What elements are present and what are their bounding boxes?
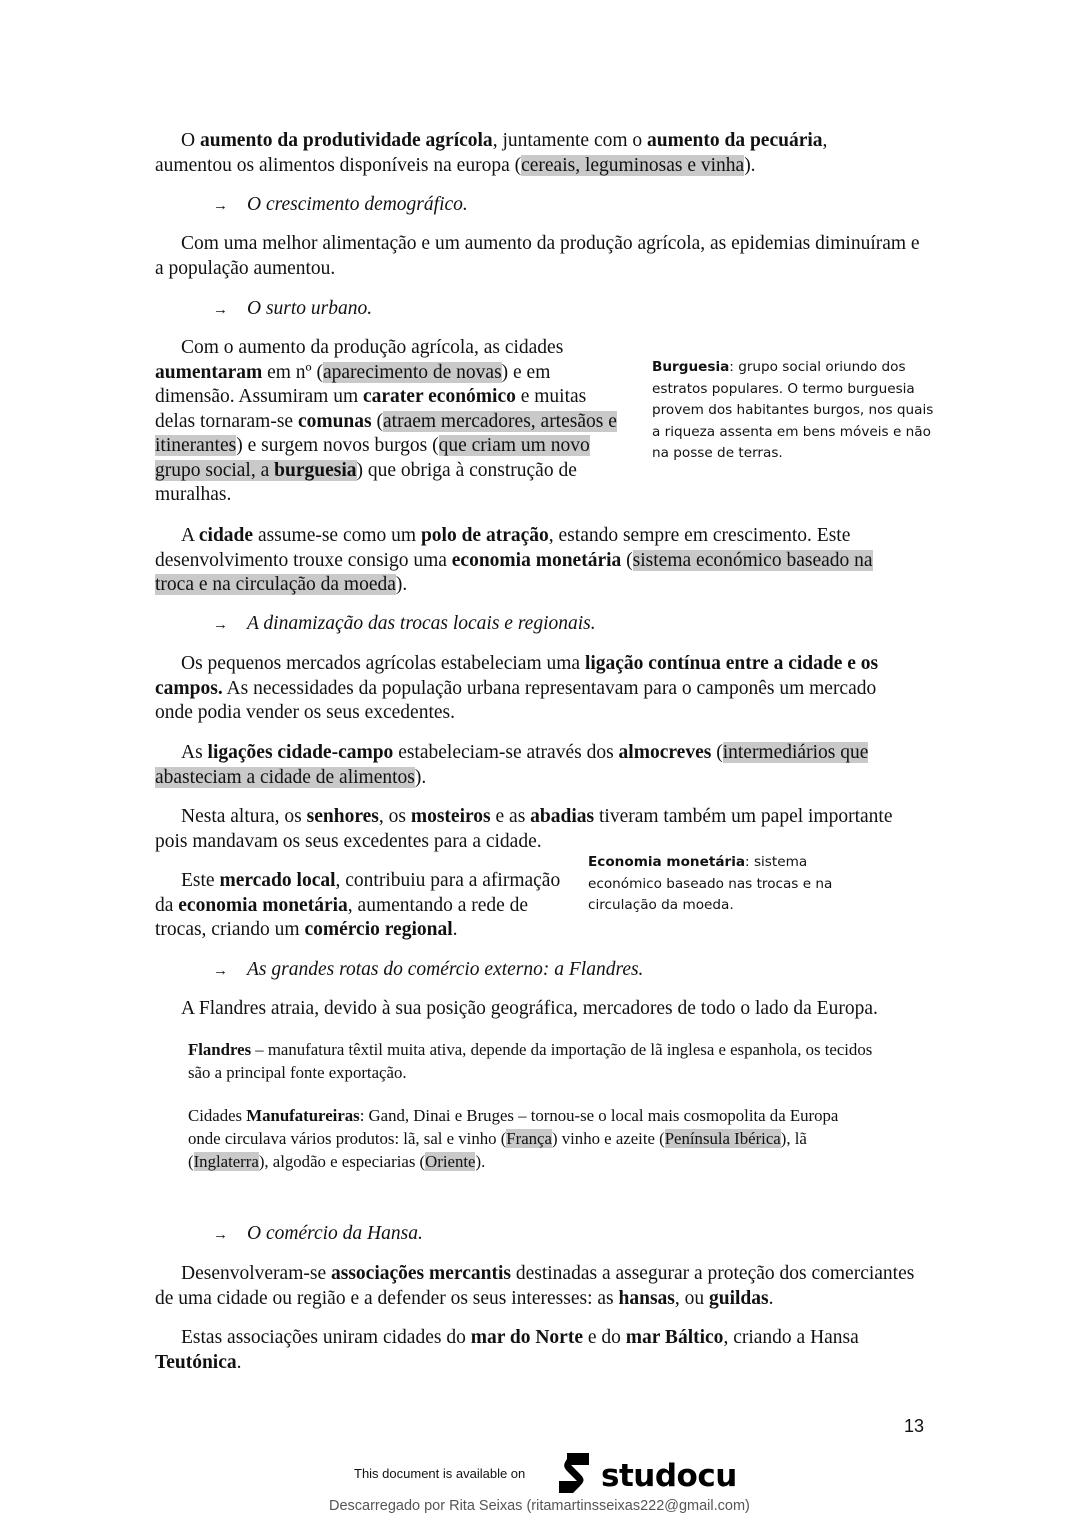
text: ) e em dimensão. Assumiram um: [155, 361, 551, 407]
section-heading-flandres: [213, 958, 643, 983]
section-heading-crescimento: [213, 193, 468, 218]
text: As: [181, 742, 208, 763]
text: assume-se como um: [253, 525, 421, 546]
text: , aumentou os alimentos disponíveis na europa (: [155, 130, 828, 176]
paragraph-alimentacao: Com uma melhor alimentação e um aumento da produção agrícola, as epidemias diminuíram e a população aumentou.: [155, 233, 920, 279]
paragraph-flandres-atraia: A Flandres atraia, devido à sua posição geográfica, mercadores de todo o lado da Europa.: [181, 998, 878, 1019]
sidebar-note-burguesia: [652, 357, 937, 465]
note-text: : grupo social oriundo dos estratos populares. O termo burguesia provem dos habitantes burgos, nos quais a riqueza assenta em bens móveis e não na posse de terras.: [652, 359, 934, 462]
text: Este: [181, 870, 220, 891]
text: , os: [378, 806, 411, 827]
highlighted-bold-term: burguesia: [274, 459, 357, 481]
bold-term: economia monetária: [451, 549, 622, 571]
highlighted-text: intermediários que abasteciam a cidade de alimentos: [155, 742, 869, 788]
bold-term: abadias: [530, 806, 595, 827]
bold-term: polo de atração: [420, 525, 549, 546]
text: e as: [490, 806, 531, 827]
note-text: : sistema económico baseado nas trocas e na circulação da moeda.: [588, 854, 833, 914]
bold-term: economia monetária: [178, 894, 348, 916]
highlighted-text: Oriente: [425, 1152, 476, 1171]
highlighted-text: sistema económico baseado na troca e na circulação da moeda: [155, 549, 873, 595]
text: tiveram também um papel importante pois mandavam os seus excedentes para a cidade.: [155, 806, 893, 852]
bold-term: ligações cidade-campo: [207, 742, 394, 763]
text: estabeleciam-se através dos: [393, 742, 619, 763]
highlighted-text: Inglaterra: [193, 1152, 259, 1171]
text: , aumentando a rede de trocas, criando um: [155, 894, 529, 940]
info-flandres: [188, 1038, 888, 1084]
highlighted-text: Península Ibérica: [664, 1129, 781, 1148]
highlighted-text: atraem mercadores, artesãos e itinerantes: [155, 410, 617, 456]
paragraph-polo-atracao: [155, 524, 900, 598]
paragraph-almocreves: [155, 741, 900, 790]
heading-text: O comércio da Hansa.: [247, 1223, 423, 1244]
text: Cidades: [188, 1106, 247, 1125]
highlighted-text: cereais, leguminosas e vinha: [521, 154, 745, 176]
text: ), algodão e especiarias (: [258, 1152, 426, 1171]
studocu-s-icon: [553, 1451, 595, 1500]
text: , estando sempre em crescimento. Este desenvolvimento trouxe consigo uma: [155, 525, 851, 571]
bold-term: aumentaram: [155, 361, 263, 383]
text: destinadas a assegurar a proteção dos comerciantes de uma cidade ou região e a defender os seus interesses: as: [155, 1263, 915, 1309]
text: , ou: [674, 1287, 709, 1309]
bold-term: carater económico: [363, 386, 516, 407]
text: , contribuiu para a afirmação da: [155, 870, 561, 916]
text: Com o aumento da produção agrícola, as cidades: [181, 337, 564, 358]
note-term: Burguesia: [652, 359, 730, 375]
bold-term: hansas: [618, 1287, 675, 1309]
text: Os pequenos mercados agrícolas estabeleciam uma: [181, 653, 585, 674]
text: As necessidades da população urbana representavam para o camponês um mercado onde podia vender os seus excedentes.: [155, 677, 877, 723]
bold-term: cidade: [198, 525, 254, 546]
footer-downloaded-by: Descarregado por Rita Seixas (ritamartinsseixas222@gmail.com): [329, 1498, 750, 1514]
paragraph-senhores: [155, 805, 925, 854]
text: ) que obriga à construção de muralhas.: [155, 459, 577, 505]
section-heading-dinamizacao: [213, 612, 596, 637]
bold-term: comércio regional: [304, 919, 453, 940]
paragraph-hansa-teutonica: [155, 1326, 900, 1375]
note-term: Economia monetária: [588, 854, 746, 870]
text: , criando a Hansa: [723, 1327, 859, 1348]
heading-text: As grandes rotas do comércio externo: a Flandres.: [247, 959, 644, 980]
text: : Gand, Dinai e Bruges – tornou-se o local mais cosmopolita da Europa onde circulava vários produtos: lã, sal e vinho (: [188, 1106, 839, 1148]
text: ).: [475, 1152, 486, 1171]
arrow-right-icon: →: [213, 617, 228, 633]
arrow-right-icon: →: [213, 1227, 228, 1243]
bold-term: Flandres: [188, 1040, 252, 1059]
highlighted-text: que criam um novo grupo social, a: [155, 435, 590, 481]
heading-text: A dinamização das trocas locais e regionais.: [247, 613, 596, 634]
heading-text: O surto urbano.: [247, 298, 373, 319]
text: ), lã (: [188, 1129, 807, 1171]
studocu-wordmark: studocu: [601, 1457, 737, 1494]
info-cidades-manufatureiras: [188, 1104, 848, 1173]
page-number: 13: [904, 1416, 925, 1436]
text: ).: [744, 154, 756, 176]
bold-term: mar Báltico: [625, 1327, 724, 1348]
sidebar-note-economia-monetaria: [588, 852, 873, 917]
studocu-logo[interactable]: [553, 1451, 737, 1500]
text: Estas associações uniram cidades do: [181, 1327, 471, 1348]
footer-available-text: This document is available on: [354, 1466, 526, 1481]
text: .: [236, 1351, 242, 1373]
text: .: [768, 1287, 774, 1309]
bold-term: almocreves: [618, 742, 712, 763]
text: (: [371, 410, 383, 432]
text: ).: [414, 766, 427, 788]
arrow-right-icon: →: [213, 198, 228, 214]
text: Desenvolveram-se: [181, 1263, 331, 1284]
text: .: [452, 919, 458, 940]
text: ) e surgem novos burgos (: [236, 435, 439, 456]
bold-term: mar do Norte: [470, 1327, 583, 1348]
bold-term: aumento da pecuária: [647, 130, 823, 151]
bold-term: mosteiros: [410, 806, 491, 827]
bold-term: associações mercantis: [330, 1263, 511, 1284]
text: A: [181, 525, 199, 546]
text: – manufatura têxtil muita ativa, depende da importação de lã inglesa e espanhola, os tecidos são a principal fonte exportação.: [188, 1040, 873, 1082]
bold-term: Teutónica: [155, 1351, 237, 1373]
text: O: [181, 130, 200, 151]
bold-term: senhores: [306, 806, 379, 827]
arrow-right-icon: →: [213, 963, 228, 979]
text: (: [621, 549, 633, 571]
paragraph-produtividade: [155, 129, 855, 178]
text: Nesta altura, os: [181, 806, 307, 827]
text: , juntamente com o: [492, 130, 648, 151]
highlighted-text: aparecimento de novas: [322, 361, 502, 383]
section-heading-hansa: [213, 1222, 423, 1247]
bold-term: Manufatureiras: [246, 1106, 360, 1125]
text: ) vinho e azeite (: [551, 1129, 665, 1148]
text: e muitas delas tornaram-se: [155, 386, 587, 432]
heading-text: O crescimento demográfico.: [247, 194, 468, 215]
highlighted-text: França: [506, 1129, 552, 1148]
arrow-right-icon: →: [213, 302, 228, 318]
paragraph-mercados-agricolas: [155, 652, 915, 726]
bold-term: mercado local: [219, 870, 336, 891]
text: (: [711, 742, 723, 763]
section-heading-surto-urbano: [213, 297, 372, 322]
bold-term: ligação contínua entre a cidade e os campos.: [155, 653, 879, 699]
paragraph-mercado-local: [155, 869, 570, 943]
text: em nº (: [262, 361, 323, 383]
paragraph-associacoes: [155, 1262, 925, 1311]
text: ).: [395, 574, 408, 595]
bold-term: aumento da produtividade agrícola: [199, 130, 493, 151]
text: e do: [582, 1327, 626, 1348]
bold-term: comunas: [297, 410, 372, 432]
bold-term: guildas: [709, 1287, 769, 1309]
paragraph-cidades: [155, 336, 620, 508]
